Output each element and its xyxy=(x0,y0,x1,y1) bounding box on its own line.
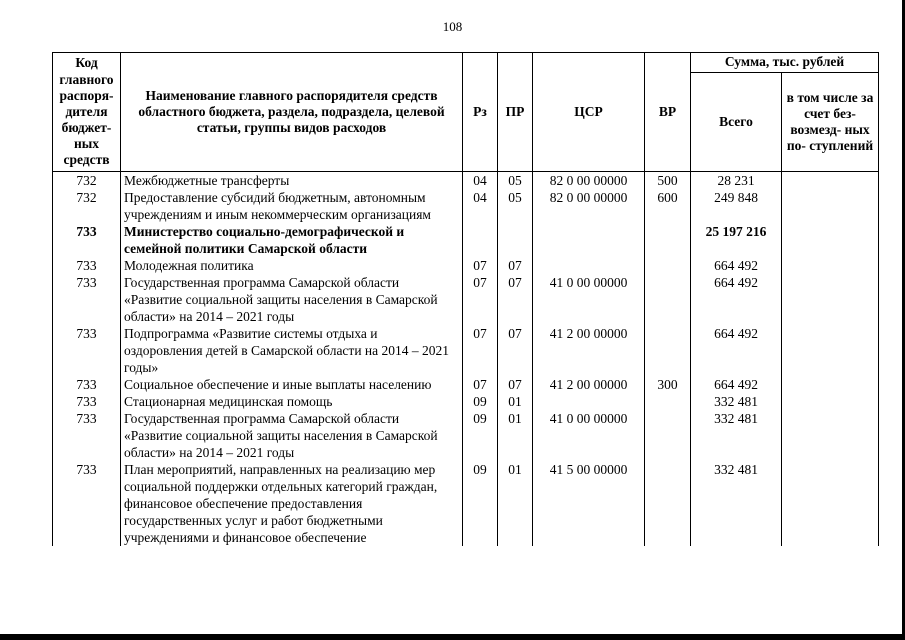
table-row xyxy=(53,189,879,223)
row-csr: 41 5 00 00000 xyxy=(533,461,645,546)
row-incl xyxy=(782,172,879,190)
row-pr: 07 xyxy=(498,257,533,274)
row-name: Государственная программа Самарской области «Развитие социальной защиты населения в Самарской области» на 2014 – 2021 годы xyxy=(121,410,463,461)
row-pr: 01 xyxy=(498,410,533,461)
row-vr xyxy=(645,325,691,376)
header-rz: Рз xyxy=(463,53,498,172)
row-vr xyxy=(645,223,691,257)
row-total: 28 231 xyxy=(691,172,782,190)
row-name: Государственная программа Самарской области «Развитие социальной защиты населения в Самарской области» на 2014 – 2021 годы xyxy=(121,274,463,325)
row-name: Подпрограмма «Развитие системы отдыха и оздоровления детей в Самарской области на 2014 – 2021 годы» xyxy=(121,325,463,376)
row-csr: 82 0 00 00000 xyxy=(533,172,645,190)
header-total: Всего xyxy=(691,73,782,172)
row-pr: 07 xyxy=(498,274,533,325)
row-pr: 05 xyxy=(498,172,533,190)
table-row xyxy=(53,325,879,376)
table-row xyxy=(53,274,879,325)
row-rz xyxy=(463,223,498,257)
row-pr: 07 xyxy=(498,325,533,376)
header-sum-group: Сумма, тыс. рублей xyxy=(691,53,879,73)
table-row xyxy=(53,393,879,410)
row-rz: 04 xyxy=(463,172,498,190)
table-row xyxy=(53,461,879,546)
row-rz: 07 xyxy=(463,325,498,376)
row-incl xyxy=(782,223,879,257)
row-pr: 01 xyxy=(498,393,533,410)
row-vr xyxy=(645,461,691,546)
row-code: 733 xyxy=(53,461,121,546)
row-pr xyxy=(498,223,533,257)
header-pr: ПР xyxy=(498,53,533,172)
row-rz: 09 xyxy=(463,393,498,410)
row-csr xyxy=(533,257,645,274)
row-code: 733 xyxy=(53,223,121,257)
row-incl xyxy=(782,325,879,376)
row-name: Стационарная медицинская помощь xyxy=(121,393,463,410)
row-csr: 41 0 00 00000 xyxy=(533,410,645,461)
row-csr: 41 2 00 00000 xyxy=(533,325,645,376)
row-code: 733 xyxy=(53,376,121,393)
row-rz: 09 xyxy=(463,461,498,546)
row-incl xyxy=(782,410,879,461)
row-vr: 600 xyxy=(645,189,691,223)
row-total: 25 197 216 xyxy=(691,223,782,257)
row-vr: 500 xyxy=(645,172,691,190)
row-total: 664 492 xyxy=(691,325,782,376)
header-csr: ЦСР xyxy=(533,53,645,172)
row-pr: 01 xyxy=(498,461,533,546)
row-pr: 05 xyxy=(498,189,533,223)
row-rz: 07 xyxy=(463,274,498,325)
row-csr: 82 0 00 00000 xyxy=(533,189,645,223)
row-vr xyxy=(645,410,691,461)
row-total: 664 492 xyxy=(691,274,782,325)
table-row xyxy=(53,376,879,393)
scan-edge-bottom xyxy=(0,634,905,640)
row-incl xyxy=(782,257,879,274)
table-row xyxy=(53,223,879,257)
row-rz: 07 xyxy=(463,376,498,393)
row-incl xyxy=(782,189,879,223)
row-incl xyxy=(782,461,879,546)
row-csr: 41 2 00 00000 xyxy=(533,376,645,393)
row-csr: 41 0 00 00000 xyxy=(533,274,645,325)
row-total: 664 492 xyxy=(691,257,782,274)
header-vr: ВР xyxy=(645,53,691,172)
row-code: 733 xyxy=(53,410,121,461)
row-vr: 300 xyxy=(645,376,691,393)
row-pr: 07 xyxy=(498,376,533,393)
row-incl xyxy=(782,274,879,325)
row-vr xyxy=(645,257,691,274)
header-name: Наименование главного распорядителя средств областного бюджета, раздела, подраздела, целевой статьи, группы видов расходов xyxy=(121,53,463,172)
header-code: Код главного распоря- дителя бюджет- ных средств xyxy=(53,53,121,172)
table-row xyxy=(53,257,879,274)
row-name: Социальное обеспечение и иные выплаты населению xyxy=(121,376,463,393)
row-incl xyxy=(782,376,879,393)
budget-table xyxy=(52,52,879,546)
row-csr xyxy=(533,393,645,410)
page-number: 108 xyxy=(442,19,463,34)
table-row xyxy=(53,410,879,461)
table-body xyxy=(53,172,879,547)
row-code: 732 xyxy=(53,189,121,223)
row-name: Межбюджетные трансферты xyxy=(121,172,463,190)
row-total: 664 492 xyxy=(691,376,782,393)
row-total: 249 848 xyxy=(691,189,782,223)
row-code: 733 xyxy=(53,393,121,410)
row-code: 733 xyxy=(53,325,121,376)
row-vr xyxy=(645,274,691,325)
row-total: 332 481 xyxy=(691,461,782,546)
row-rz: 07 xyxy=(463,257,498,274)
row-code: 732 xyxy=(53,172,121,190)
row-total: 332 481 xyxy=(691,393,782,410)
row-total: 332 481 xyxy=(691,410,782,461)
row-name: Молодежная политика xyxy=(121,257,463,274)
row-code: 733 xyxy=(53,274,121,325)
row-code: 733 xyxy=(53,257,121,274)
header-incl: в том числе за счет без- возмезд- ных по- ступлений xyxy=(782,73,879,172)
table-row xyxy=(53,172,879,190)
row-incl xyxy=(782,393,879,410)
row-rz: 09 xyxy=(463,410,498,461)
row-csr xyxy=(533,223,645,257)
row-name: Предоставление субсидий бюджетным, автономным учреждениям и иным некоммерческим организациям xyxy=(121,189,463,223)
row-vr xyxy=(645,393,691,410)
row-name: План мероприятий, направленных на реализацию мер социальной поддержки отдельных категорий граждан, финансовое обеспечение предоставления государственных услуг и работ бюджетными учреждениями и финансовое обеспечение xyxy=(121,461,463,546)
row-name: Министерство социально-демографической и семейной политики Самарской области xyxy=(121,223,463,257)
row-rz: 04 xyxy=(463,189,498,223)
